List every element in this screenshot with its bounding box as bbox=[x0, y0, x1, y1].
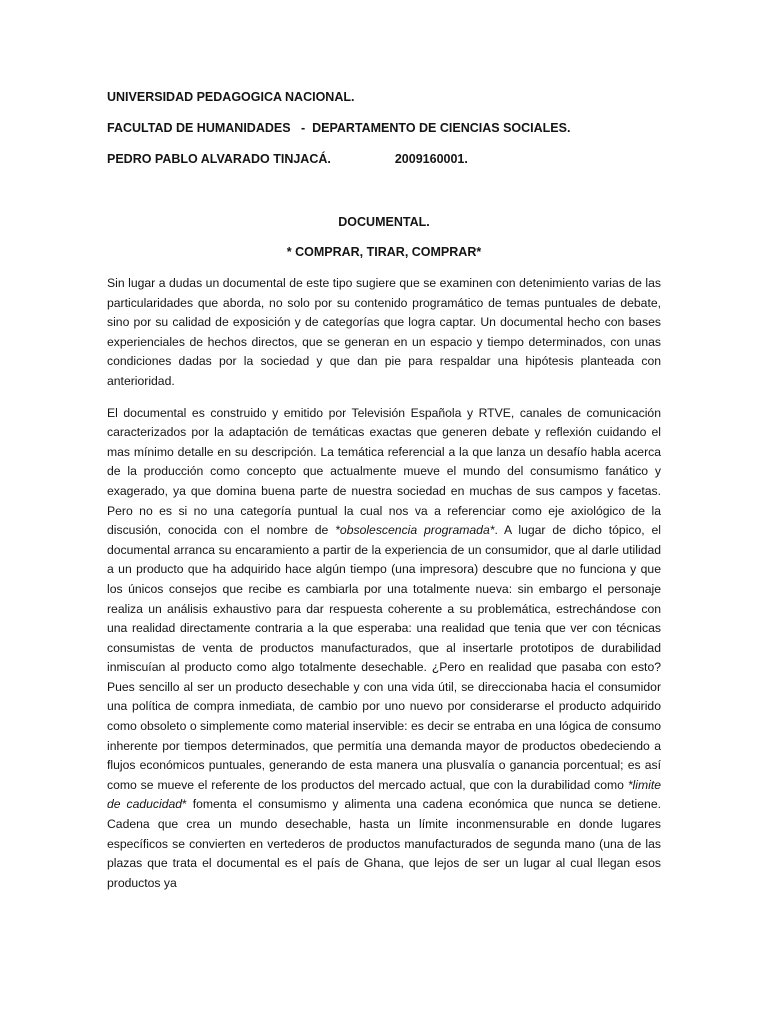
paragraph-1: Sin lugar a dudas un documental de este tipo sugiere que se examinen con detenimiento varias de las particularidades que aborda, no solo por su contenido programático de temas puntuales de debate, sino por su calidad de exposición y de categorías que logra captar. Un documental hecho con bases experienciales de hechos directos, que se generan en un espacio y tiempo determinados, con unas condiciones dadas por la sociedad y que dan pie para respaldar una hipótesis planteada con anterioridad. bbox=[107, 276, 661, 388]
paragraph-2-text-a: El documental es construido y emitido por Televisión Española y RTVE, canales de comunicación caracterizados por la adaptación de temáticas exactas que generen debate y reflexión cuidando el mas mínimo detalle en su descripción. La temática referencial a la que lanza un desafío habla acerca de la producción como concepto que actualmente mueve el mundo del consumismo fanático y exagerado, ya que domina buena parte de nuestra sociedad en muchas de sus campos y facetas. Pero no es si no una categoría puntual la cual nos va a referenciar como eje axiológico de la discusión, conocida con el nombre de bbox=[107, 405, 661, 538]
author-line bbox=[107, 150, 661, 168]
university-name: UNIVERSIDAD PEDAGOGICA NACIONAL. bbox=[107, 90, 355, 104]
italic-term-obsolescencia: *obsolescencia programada* bbox=[335, 523, 495, 538]
author-name: PEDRO PABLO ALVARADO TINJACÁ. bbox=[107, 152, 331, 166]
document-type-title: DOCUMENTAL. bbox=[338, 215, 430, 229]
paragraph-2 bbox=[107, 404, 661, 894]
paragraph-2-text-c: * fomenta el consumismo y alimenta una cadena económica que nunca se detiene. Cadena que crea un mundo desechable, hasta un límite inconmensurable en donde lugares específicos se convierten en vertederos de productos manufacturados de segunda mano (una de las plazas que trata el documental es el país de Ghana, que lejos de ser un lugar al cual llegan esos productos ya bbox=[107, 797, 661, 890]
italic-term-caducidad: *limite de caducidad bbox=[107, 777, 661, 812]
document-content bbox=[107, 88, 661, 893]
paragraph-2-text-b: . A lugar de dicho tópico, el documental arranca su encaramiento a partir de la experiencia de un consumidor, que al darle utilidad a un producto que ha adquirido hace algún tiempo (una impresora) descubre que no funciona y que los únicos consejos que recibe es cambiarla por una totalmente nueva: sin embargo el personaje realiza un análisis exhaustivo para dar respuesta coherente a su problemática, estrechándose con una realidad directamente contraria a la que esperaba: una realidad que tenia que ver con técnicas consumistas de venta de productos manufacturados, que al insertarle prototipos de durabilidad inmiscuían al producto como algo totalmente desechable. ¿Pero en realidad que pasaba con esto? Pues sencillo al ser un producto desechable y con una vida útil, se direccionaba hacia el consumidor una política de compra inmediata, de cambio por uno nuevo por considerarse el producto adquirido como obsoleto o simplemente como material inservible: es decir se entraba en una lógica de consumo inherente por tiempos determinados, que permitía una demanda mayor de productos obedeciendo a flujos económicos puntuales, generando de esta manera una plusvalía o ganancia porcentual; es así como se mueve el referente de los productos del mercado actual, que con la durabilidad como bbox=[107, 523, 662, 792]
faculty-department: FACULTAD DE HUMANIDADES - DEPARTAMENTO DE CIENCIAS SOCIALES. bbox=[107, 121, 571, 135]
documentary-title: * COMPRAR, TIRAR, COMPRAR* bbox=[286, 245, 482, 259]
student-id: 2009160001. bbox=[394, 152, 468, 166]
